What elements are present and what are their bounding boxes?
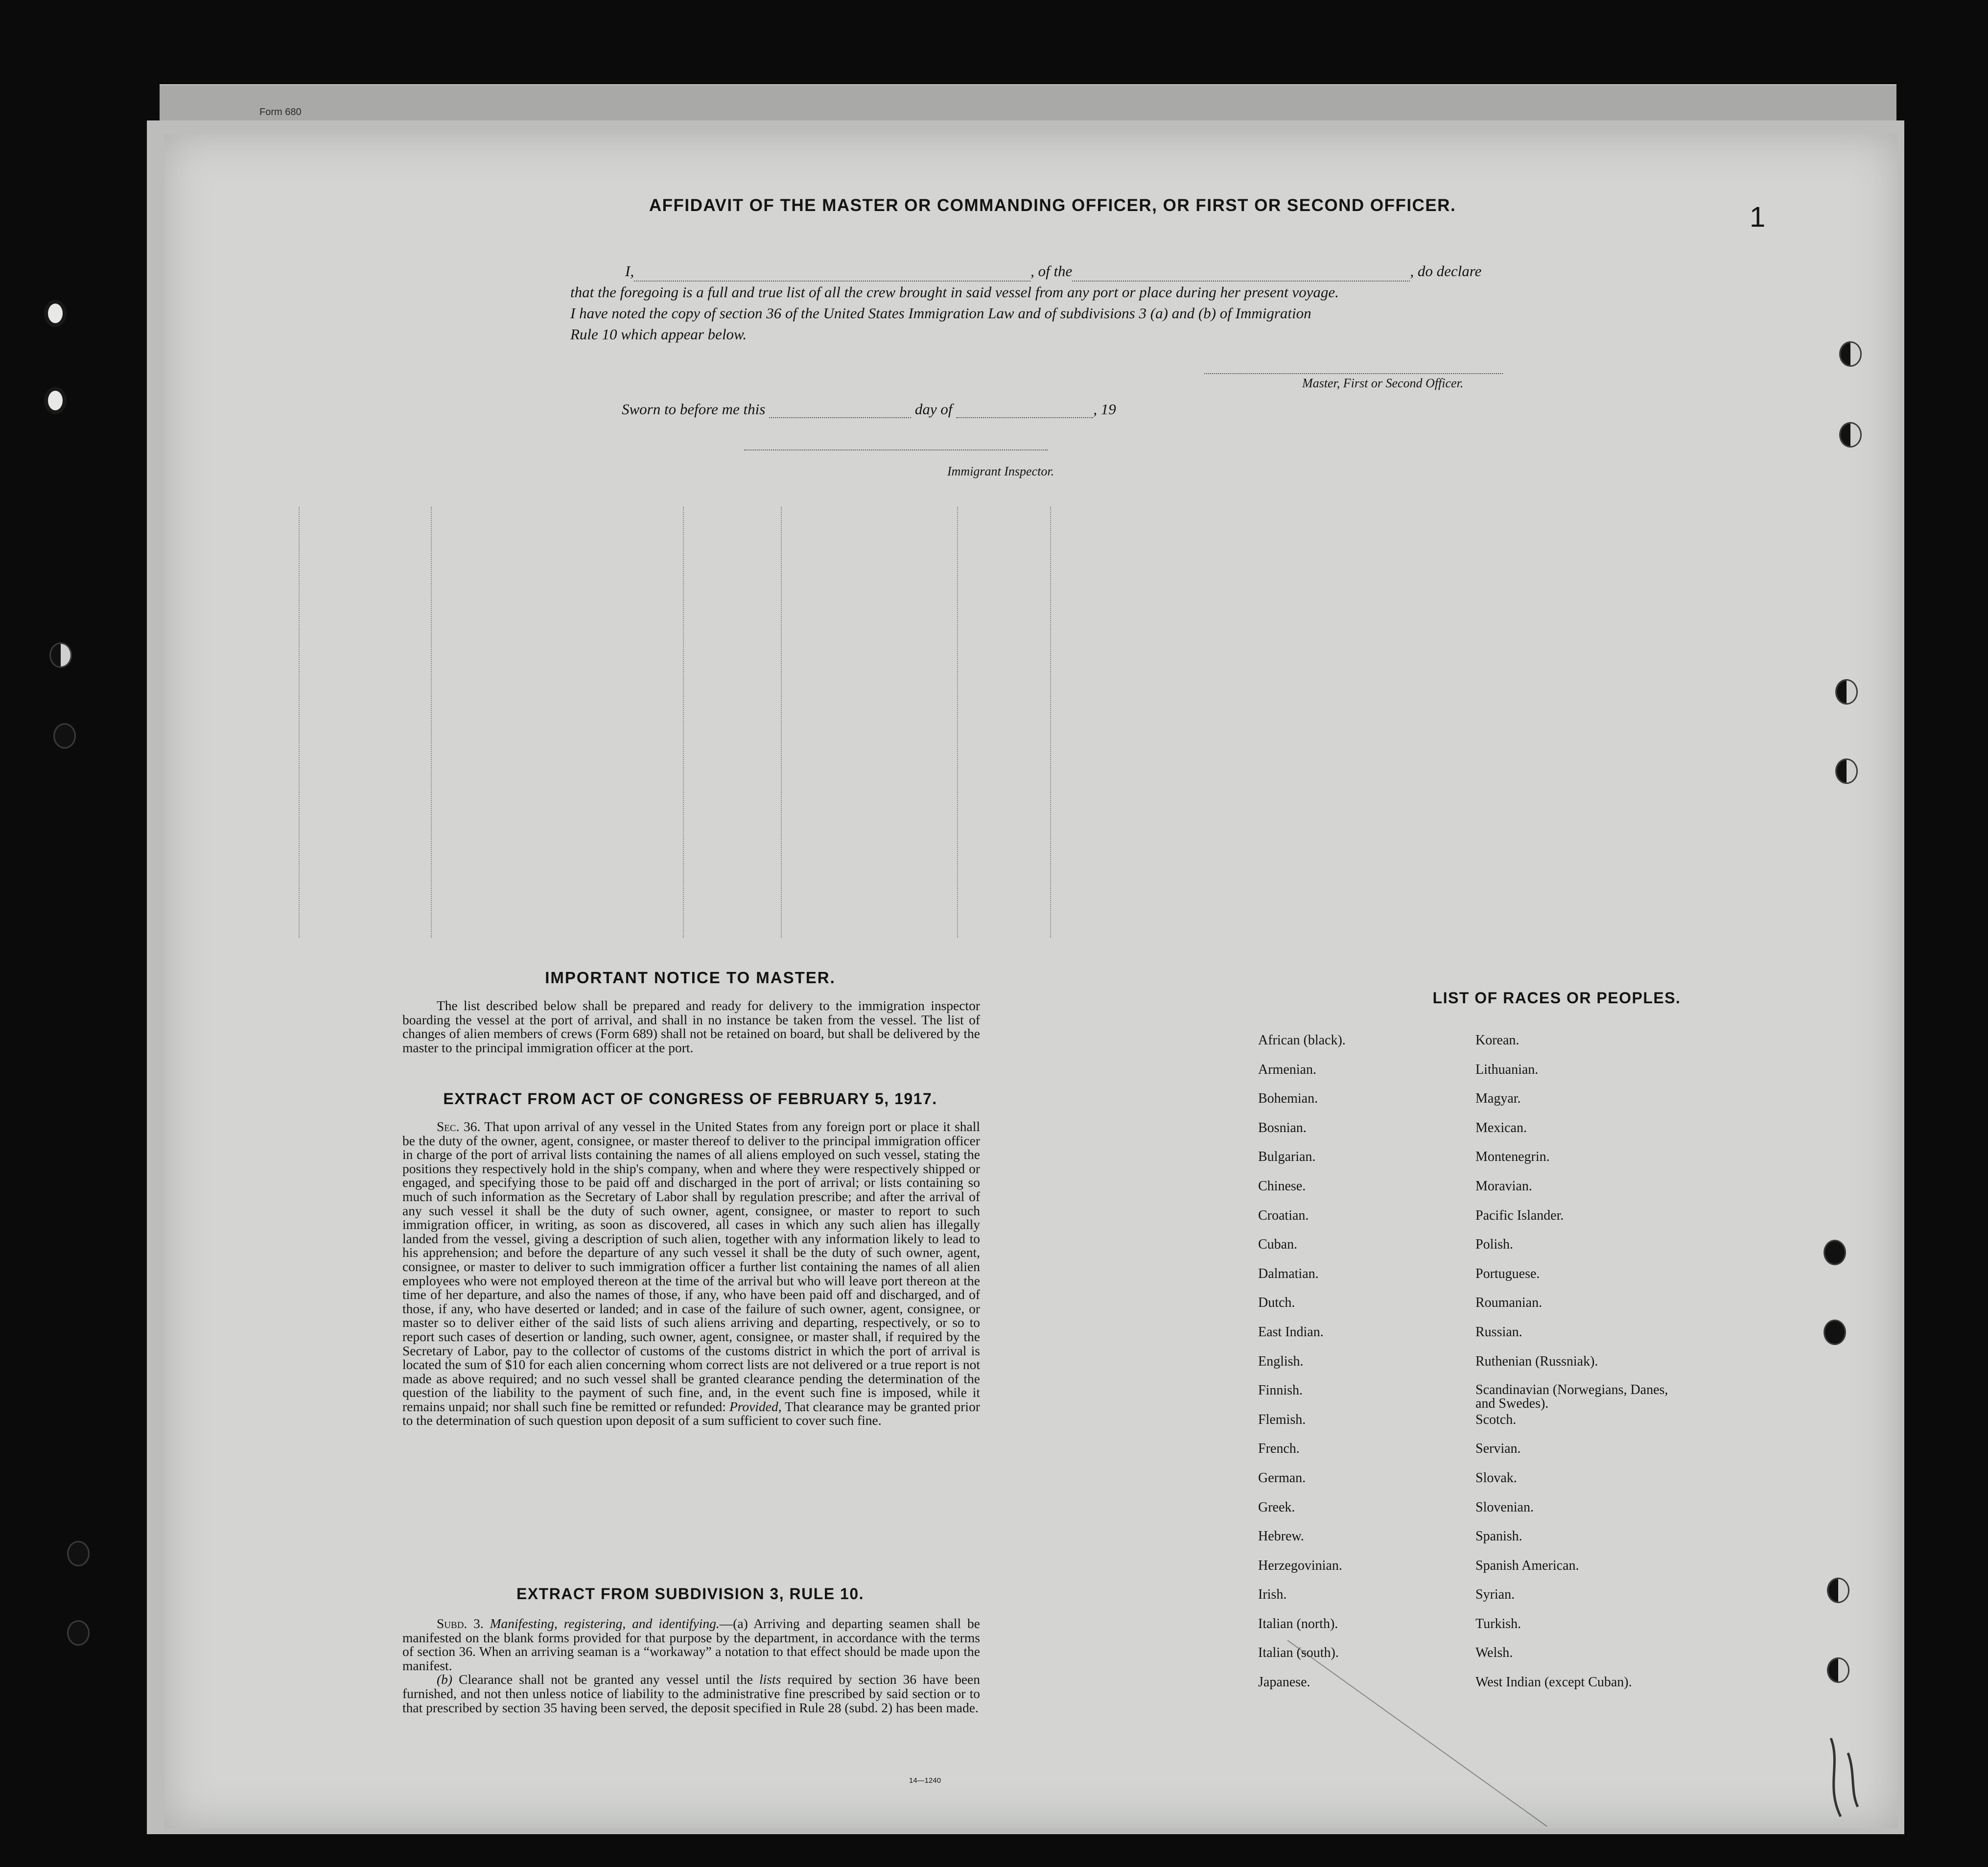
inspector-signature-caption: Immigrant Inspector. <box>947 464 1054 478</box>
inspector-signature-line[interactable] <box>744 449 1048 450</box>
race-item: Dalmatian. <box>1258 1266 1319 1281</box>
race-item: East Indian. <box>1258 1324 1324 1340</box>
race-item: Herzegovinian. <box>1258 1558 1342 1573</box>
section-36-text: That upon arrival of any vessel in the United States from any foreign port or place it shall be the duty of the owner, agent, consignee, or master thereof to deliver to the principal immigration officer in charge of the port of arrival lists containing the names of all aliens employed on such vessel, stating the positions they respectively hold in the ship's company, when and where they were respectively shipped or engaged, and specifying those to be paid off and discharged in the port of arrival; or lists containing so much of such information as the Secretary of Labor shall by regulation prescribe; and after the arrival of any such vessel it shall be the duty of such owner, agent, consignee, or master to report to such immigration officer, in writing, as soon as discovered, all cases in which any such alien has illegally landed from the vessel, giving a description of such alien, together with any information likely to lead to his apprehension; and before the departure of any such vessel it shall be the duty of such owner, agent, consignee, or master to deliver to such immigration officer a further list containing the names of all alien employees who were not employed thereon at the time of the arrival but who will leave port thereon at the time of her departure, and also the names of those, if any, who have been paid off and discharged, and of those, if any, who have deserted or landed; and in case of the failure of such owner, agent, consignee, or master so to deliver either of the said lists of such aliens arriving and departing, respectively, or so to report such cases of desertion or landing, such owner, agent, consignee, or master shall, if required by the Secretary of Labor, pay to the collector of customs of the customs district in which the port of arrival is located the sum of $10 for each alien concerning whom correct lists are not delivered or a true report is not made as above required; and no such vessel shall be granted clearance pending the determination of the question of the liability to the payment of such fine, and, in the event such fine is imposed, while it remains unpaid; nor shall such fine be remitted or refunded: <box>402 1119 980 1414</box>
declaration-line-4: Rule 10 which appear below. <box>570 326 747 343</box>
subdivision-b-text-start: Clearance shall not be granted any vessel until the <box>459 1672 753 1687</box>
binder-hole-left-6 <box>69 1622 88 1644</box>
races-list-title: LIST OF RACES OR PEOPLES. <box>1432 989 1681 1007</box>
race-item: Greek. <box>1258 1499 1295 1515</box>
race-item: West Indian (except Cuban). <box>1475 1675 1632 1690</box>
race-item: Servian. <box>1475 1441 1521 1457</box>
race-item: Moravian. <box>1475 1178 1532 1194</box>
pencil-diagonal-line <box>1283 1635 1557 1831</box>
race-item: Bosnian. <box>1258 1120 1307 1135</box>
section-label: Sec. 36. <box>437 1119 481 1134</box>
race-item: Roumanian. <box>1475 1295 1543 1311</box>
binder-hole-right-4 <box>1837 760 1856 782</box>
notice-text <box>402 999 980 1055</box>
race-item: Finnish. <box>1258 1383 1303 1398</box>
races-right-column <box>1475 1033 1681 1704</box>
race-item: Montenegrin. <box>1475 1149 1550 1165</box>
binder-hole-right-8 <box>1828 1659 1848 1681</box>
show-through-rule <box>781 507 782 938</box>
vessel-name-blank[interactable] <box>1072 267 1410 282</box>
binder-hole-right-7 <box>1828 1579 1848 1602</box>
provided-label: Provided, <box>729 1398 782 1414</box>
declaration-i-label: I, <box>625 262 634 280</box>
affidavit-title: AFFIDAVIT OF THE MASTER OR COMMANDING OFFICER, OR FIRST OR SECOND OFFICER. <box>649 196 1456 215</box>
subdivision-b-text-end: required by section 36 have been furnished, and not then unless notice of liability to the administrative fine prescribed by said section or to that prescribed by section 35 having been served, the deposit specified in Rule 28 (subd. 2) has been made. <box>402 1672 981 1715</box>
race-item: Bulgarian. <box>1258 1149 1316 1165</box>
race-item: Ruthenian (Russniak). <box>1475 1353 1598 1369</box>
races-left-column <box>1258 1033 1346 1704</box>
race-item: Hebrew. <box>1258 1529 1304 1544</box>
race-item: Armenian. <box>1258 1062 1316 1077</box>
race-item: Polish. <box>1475 1237 1514 1253</box>
race-item: Pacific Islander. <box>1475 1207 1564 1223</box>
subdivision-b-paragraph <box>402 1673 980 1715</box>
section-36-text-end: That clearance may be granted prior to the determination of such question upon deposit of a sum sufficient to cover such fine. <box>402 1398 980 1428</box>
binder-hole-left-2 <box>48 391 63 410</box>
notice-paragraph-text: The list described below shall be prepared and ready for delivery to the immigration inspector boarding the vessel at the port of arrival, and shall in no instance be taken from the vessel. The list of changes of alien members of crews (Form 689) shall not be retained on board, but shall be delivered by the master to the principal immigration officer at the port. <box>402 998 980 1055</box>
sworn-statement <box>622 401 1116 418</box>
declaration-line-1 <box>570 260 1549 282</box>
notice-title: IMPORTANT NOTICE TO MASTER. <box>545 969 836 987</box>
race-item: Dutch. <box>1258 1295 1295 1311</box>
sworn-before-label: Sworn to before me this <box>622 401 766 418</box>
race-item: Japanese. <box>1258 1675 1310 1690</box>
form-number: Form 680 <box>259 107 302 118</box>
act-extract-text <box>402 1120 980 1428</box>
lists-word: lists <box>759 1672 781 1687</box>
rule-extract-title: EXTRACT FROM SUBDIVISION 3, RULE 10. <box>516 1585 865 1603</box>
subdivision-b-label: (b) <box>437 1672 453 1687</box>
race-item: English. <box>1258 1353 1304 1369</box>
race-item: French. <box>1258 1441 1300 1457</box>
binder-hole-right-2 <box>1841 424 1860 446</box>
binder-hole-right-1 <box>1841 343 1860 365</box>
declaration-line-3: I have noted the copy of section 36 of the United States Immigration Law and of subdivisions 3 (a) and (b) of Immigration <box>570 305 1311 322</box>
binder-hole-left-1 <box>48 304 63 323</box>
show-through-rule <box>299 507 300 938</box>
show-through-rule <box>957 507 958 938</box>
race-item: Scotch. <box>1475 1412 1517 1427</box>
sworn-day-blank[interactable] <box>769 403 911 418</box>
declaration-line-2: that the foregoing is a full and true list of all the crew brought in said vessel from any port or place during her present voyage. <box>570 284 1339 301</box>
race-item: Syrian. <box>1475 1587 1515 1603</box>
race-item: Mexican. <box>1475 1120 1527 1135</box>
race-item: Croatian. <box>1258 1207 1309 1223</box>
race-item: Chinese. <box>1258 1178 1306 1194</box>
race-item: Spanish American. <box>1475 1558 1579 1573</box>
subdivision-heading: Manifesting, registering, and identifying. <box>490 1616 720 1631</box>
race-item: Bohemian. <box>1258 1091 1318 1107</box>
day-of-label: day of <box>914 401 953 418</box>
race-item: Welsh. <box>1475 1645 1513 1661</box>
race-item: Turkish. <box>1475 1616 1521 1631</box>
affidavit-declaration <box>570 260 1549 345</box>
race-item: Scandinavian (Norwegians, Danes, and Swedes). <box>1475 1382 1668 1412</box>
notice-paragraph <box>402 999 980 1055</box>
show-through-rule <box>431 507 432 938</box>
year-prefix-label: , 19 <box>1093 401 1116 418</box>
form-code: 14—1240 <box>909 1776 941 1785</box>
binder-hole-right-5 <box>1825 1241 1845 1264</box>
binder-hole-left-5 <box>69 1542 88 1565</box>
race-item: Italian (south). <box>1258 1645 1339 1661</box>
race-item: Flemish. <box>1258 1412 1306 1427</box>
master-signature-caption: Master, First or Second Officer. <box>1302 376 1464 390</box>
subdivision-a-text: —(a) Arriving and departing seamen shall be manifested on the blank forms provided for that purpose by the department, in accordance with the terms of section 36. When an arriving seaman is a “workaway” a notation to that effect should be made upon the manifest. <box>402 1616 980 1673</box>
race-item: Cuban. <box>1258 1237 1298 1253</box>
race-item: Russian. <box>1475 1324 1522 1340</box>
race-item: Slovenian. <box>1475 1499 1534 1515</box>
race-item: Portuguese. <box>1475 1266 1540 1281</box>
subdivision-a-paragraph <box>402 1617 980 1673</box>
officer-name-blank[interactable] <box>634 267 1030 282</box>
act-extract-title: EXTRACT FROM ACT OF CONGRESS OF FEBRUARY 5, 1917. <box>443 1090 937 1108</box>
subdivision-label: Subd. 3. <box>437 1616 484 1631</box>
page-number-mark: 1 <box>1750 201 1766 233</box>
of-the-label: , of the <box>1030 262 1073 280</box>
race-item: Korean. <box>1475 1033 1520 1048</box>
race-item: Slovak. <box>1475 1470 1517 1486</box>
race-item: African (black). <box>1258 1033 1346 1048</box>
show-through-rule <box>683 507 684 938</box>
rule-extract-text <box>402 1617 980 1715</box>
race-item: Italian (north). <box>1258 1616 1338 1631</box>
binder-hole-left-4 <box>55 725 74 747</box>
show-through-rule <box>1050 507 1051 938</box>
pencil-scribble-mark <box>1821 1733 1865 1821</box>
race-item: Spanish. <box>1475 1529 1522 1544</box>
binder-hole-left-3 <box>51 644 70 666</box>
do-declare-label: , do declare <box>1410 262 1482 280</box>
race-item: Magyar. <box>1475 1091 1521 1107</box>
sworn-month-blank[interactable] <box>956 403 1093 418</box>
race-item: German. <box>1258 1470 1306 1486</box>
binder-hole-right-6 <box>1825 1321 1845 1344</box>
race-item: Irish. <box>1258 1587 1287 1603</box>
master-signature-line[interactable] <box>1204 373 1503 374</box>
section-36-paragraph <box>402 1120 980 1428</box>
binder-hole-right-3 <box>1837 681 1856 703</box>
race-item: Lithuanian. <box>1475 1062 1539 1077</box>
